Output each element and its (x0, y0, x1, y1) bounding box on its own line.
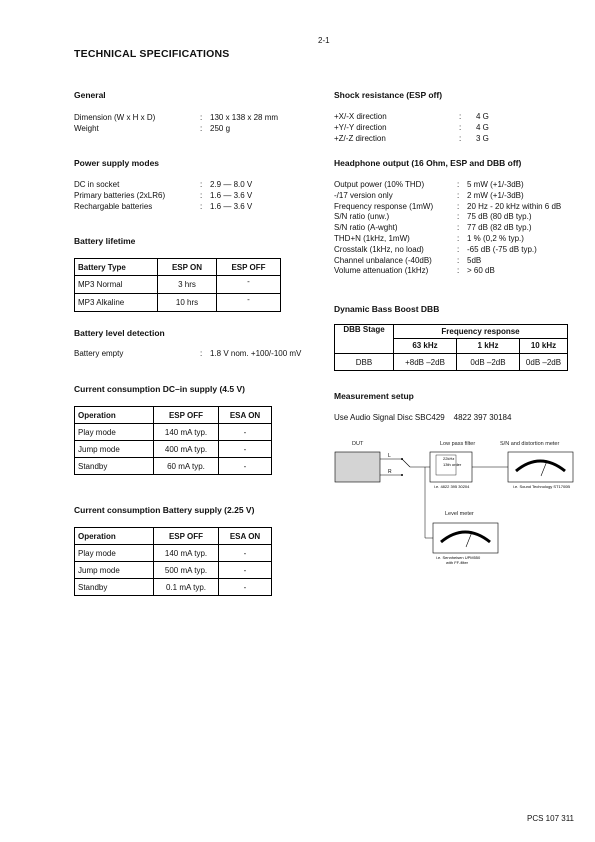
lowpass-title: Low pass filter (440, 441, 476, 447)
battery-lifetime-table (74, 258, 281, 312)
spec-label: +Z/-Z direction (334, 133, 386, 143)
spec-label: +X/-X direction (334, 112, 387, 121)
table-row (75, 579, 272, 596)
general-heading: General (74, 90, 106, 100)
spec-value: 1.6 — 3.6 V (210, 190, 253, 200)
current-dc-heading: Current consumption DC–in supply (4.5 V) (74, 384, 245, 394)
spec-value: 2.9 — 8.0 V (210, 180, 253, 189)
level-code2: with FF-filter (446, 560, 468, 565)
table-cell: 10 hrs (158, 294, 217, 312)
current-battery-heading: Current consumption Battery supply (2.25 V) (74, 505, 255, 515)
table-cell: - (217, 276, 281, 294)
table-cell: - (219, 579, 272, 596)
table-cell: - (219, 562, 272, 579)
spec-value: 1.6 — 3.6 V (210, 201, 253, 211)
table-cell: 140 mA typ. (154, 545, 219, 562)
spec-value: 75 dB (80 dB typ.) (467, 212, 532, 222)
lowpass-line1: 22kHz (443, 456, 455, 461)
table-row (335, 354, 568, 371)
table-row (75, 294, 281, 312)
spec-value: 2 mW (+1/-3dB) (467, 190, 524, 200)
battery-lifetime-heading: Battery lifetime (74, 236, 136, 246)
spec-label: THD+N (1kHz, 1mW) (334, 233, 410, 243)
battery-level-list: Battery empty : 1.8 V nom. +100/-100 mV (74, 349, 302, 358)
general-list: Dimension (W x H x D) : 130 x 138 x 28 mm Weight : 250 g (74, 113, 279, 133)
spec-label: S/N ratio (A-wght) (334, 223, 398, 233)
spec-label: -/17 version only (334, 190, 393, 200)
dbb-table (334, 324, 568, 371)
table-header: ESA ON (219, 528, 272, 545)
level-meter-box (433, 523, 498, 553)
table-cell: 0dB –2dB (520, 354, 568, 371)
table-header: 1 kHz (457, 338, 520, 353)
document-code: PCS 107 311 (527, 814, 574, 823)
measurement-text: Use Audio Signal Disc SBC429 4822 397 30184 (334, 413, 512, 422)
spec-value: 20 Hz - 20 kHz within 6 dB (467, 201, 562, 211)
table-cell: MP3 Normal (75, 276, 158, 294)
power-supply-heading: Power supply modes (74, 158, 160, 168)
spec-label: Crosstalk (1kHz, no load) (334, 244, 424, 254)
table-cell: Standby (75, 458, 154, 475)
table-header: DBB Stage (335, 325, 394, 354)
table-cell: Play mode (75, 545, 154, 562)
measurement-diagram (330, 435, 580, 585)
table-cell: Standby (75, 579, 154, 596)
current-dc-table (74, 406, 272, 475)
headphone-heading: Headphone output (16 Ohm, ESP and DBB off) (334, 158, 522, 168)
spec-value: 1.8 V nom. +100/-100 mV (210, 349, 302, 358)
spec-value: 4 G (476, 122, 489, 132)
table-header: ESP OFF (217, 259, 281, 276)
page-title: TECHNICAL SPECIFICATIONS (74, 48, 230, 60)
spec-label: Output power (10% THD) (334, 180, 425, 189)
shock-list: +X/-X direction : 4 G +Y/-Y direction : 4 G +Z/-Z direction : 3 G (334, 112, 489, 143)
table-cell: MP3 Alkaline (75, 294, 158, 312)
current-battery-table (74, 527, 272, 596)
table-cell: - (219, 424, 272, 441)
table-cell: +8dB –2dB (394, 354, 457, 371)
table-header: Operation (75, 407, 154, 424)
switch-icon (402, 459, 410, 467)
table-cell: 0.1 mA typ. (154, 579, 219, 596)
spec-label: Dimension (W x H x D) (74, 113, 156, 122)
table-row (75, 441, 272, 458)
dut-label: DUT (352, 441, 364, 447)
spec-value: 130 x 138 x 28 mm (210, 113, 279, 122)
table-header: ESP OFF (154, 407, 219, 424)
dbb-heading: Dynamic Bass Boost DBB (334, 304, 440, 314)
table-cell: 3 hrs (158, 276, 217, 294)
table-row (75, 545, 272, 562)
spec-value: -65 dB (-75 dB typ.) (467, 244, 537, 254)
lowpass-line2: 13th order (443, 462, 462, 467)
table-cell: Jump mode (75, 441, 154, 458)
left-channel-label: L (388, 453, 391, 459)
level-title: Level meter (445, 511, 474, 517)
spec-label: S/N ratio (unw.) (334, 212, 390, 222)
table-header: 63 kHz (394, 338, 457, 353)
measurement-heading: Measurement setup (334, 391, 414, 401)
sn-title: S/N and distortion meter (500, 441, 560, 447)
spec-value: 1 % (0,2 % typ.) (467, 233, 524, 243)
table-row (75, 276, 281, 294)
table-row (75, 424, 272, 441)
spec-label: Frequency response (1mW) (334, 201, 434, 211)
sn-meter-box (508, 452, 573, 482)
table-cell: Jump mode (75, 562, 154, 579)
table-header: ESA ON (219, 407, 272, 424)
shock-heading: Shock resistance (ESP off) (334, 90, 443, 100)
power-supply-list: DC in socket : 2.9 — 8.0 V Primary batteries (2xLR6) : 1.6 — 3.6 V Rechargable batteries : 1.6 — 3.6 V (74, 180, 253, 211)
table-header: Frequency response (394, 325, 568, 339)
spec-value: 250 g (210, 123, 231, 133)
spec-label: Battery empty (74, 349, 124, 358)
spec-value: 5 mW (+1/-3dB) (467, 180, 524, 189)
table-header: ESP ON (158, 259, 217, 276)
table-cell: - (217, 294, 281, 312)
spec-label: DC in socket (74, 180, 120, 189)
spec-value: 3 G (476, 133, 489, 143)
table-cell: - (219, 441, 272, 458)
page-number: 2-1 (318, 36, 330, 45)
lowpass-code: i.e. 4822 395 30204 (434, 484, 470, 489)
battery-level-heading: Battery level detection (74, 328, 165, 338)
table-header: Operation (75, 528, 154, 545)
level-code1: i.e. Sennheisen UPM550 (436, 555, 481, 560)
table-cell: DBB (335, 354, 394, 371)
table-cell: 60 mA typ. (154, 458, 219, 475)
table-row (75, 562, 272, 579)
table-cell: - (219, 545, 272, 562)
table-header: ESP OFF (154, 528, 219, 545)
spec-label: Rechargable batteries (74, 201, 153, 211)
table-row (75, 458, 272, 475)
table-cell: 500 mA typ. (154, 562, 219, 579)
dut-box (335, 452, 380, 482)
headphone-list: Output power (10% THD) : 5 mW (+1/-3dB) -/17 version only : 2 mW (+1/-3dB) Frequency response (1mW) : 20 Hz - 20 kHz within 6 dB S/N ratio (unw.) : 75 dB (80 dB typ.) S/N ratio (A-wght) : 77 dB (82 dB typ.) THD+N (1kHz, 1mW) : 1 % (0,2 % typ.) Crosstalk (1kHz, no load) : -65 dB (-75 dB typ.) Channel unbalance (-40dB) : 5dB Volume attenuation (1kHz) : > 60 dB (334, 180, 562, 276)
right-channel-label: R (388, 469, 392, 475)
table-header: 10 kHz (520, 338, 568, 353)
spec-label: Channel unbalance (-40dB) (334, 255, 432, 265)
table-header: Battery Type (75, 259, 158, 276)
spec-value: 4 G (476, 112, 489, 121)
spec-value: 77 dB (82 dB typ.) (467, 223, 532, 233)
spec-value: 5dB (467, 255, 482, 265)
spec-label: +Y/-Y direction (334, 122, 387, 132)
spec-label: Weight (74, 123, 99, 133)
table-cell: Play mode (75, 424, 154, 441)
spec-label: Primary batteries (2xLR6) (74, 190, 166, 200)
spec-label: Volume attenuation (1kHz) (334, 266, 429, 276)
table-cell: 0dB –2dB (457, 354, 520, 371)
sn-code: i.e. Sound Technology ST1700B (513, 484, 571, 489)
table-cell: - (219, 458, 272, 475)
spec-value: > 60 dB (467, 266, 495, 276)
table-cell: 140 mA typ. (154, 424, 219, 441)
table-cell: 400 mA typ. (154, 441, 219, 458)
